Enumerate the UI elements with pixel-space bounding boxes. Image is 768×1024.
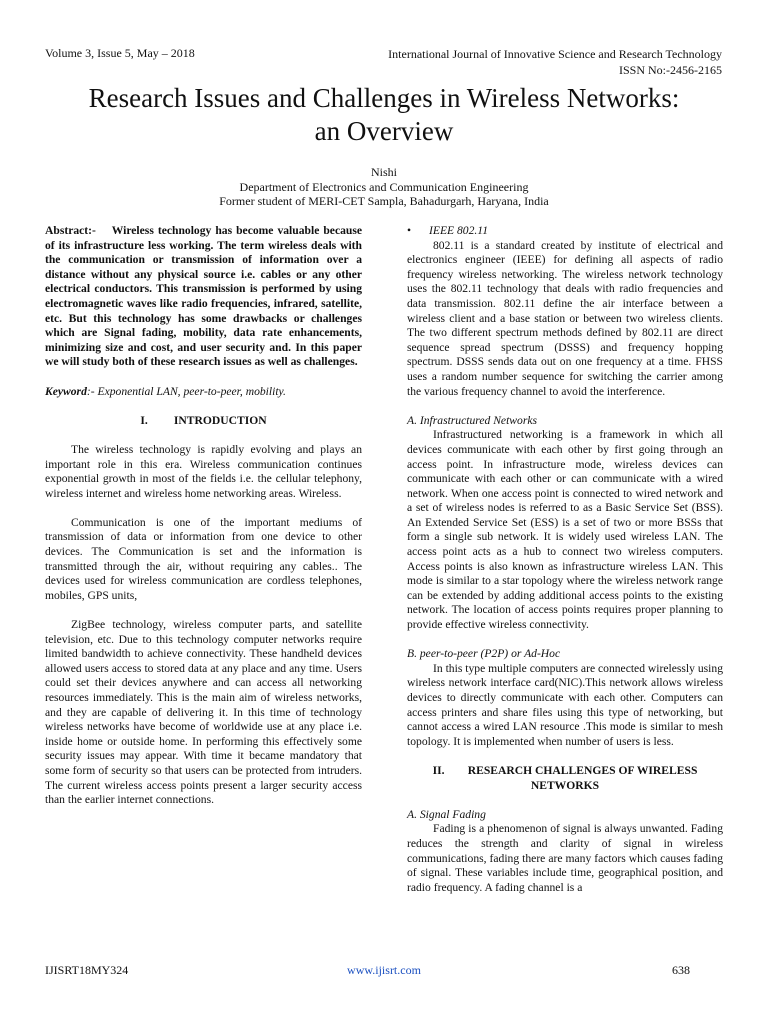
abstract-label: Abstract:-: [45, 224, 96, 237]
keywords: [45, 385, 362, 400]
abstract-text: Wireless technology has become valuable because of its infrastructure less working. The term wireless deals with the communication or transmission of information over a distance without any physical source i.e. cables or any other electrical conductors. This transmission is performed by using electromagnetic waves like radio frequencies, infrared, satellite, etc. But this technology has some drawbacks or challenges which are Signal fading, mobility, data rate enhancements, minimizing size and cost, and user security and. In this paper we will study both of these research issues as well as challenges.: [45, 224, 362, 369]
ieee-heading: [407, 224, 723, 239]
fading-heading: A. Signal Fading: [407, 807, 486, 821]
ieee-paragraph: 802.11 is a standard created by institute of electrical and electronics engineer (IEEE) for defining all aspects of radio frequency wireless networking. The wireless network technology uses the 802.11 technology that deals with radio frequencies and data transmission. 802.11 define the air interface between a wireless client and a base station or between two wireless clients. The two different spectrum methods defined by 802.11 are direct sequence spread spectrum (DSSS) and frequency hopping spectrum. DSSS sends data out on one frequency at a time. FHSS uses a random number sequence for switching the carrier among the various frequency channel to avoid the interference.: [407, 238, 723, 398]
title-line-1: Research Issues and Challenges in Wireless Networks:: [88, 83, 680, 113]
journal-header: [388, 46, 722, 78]
section-number: II.: [432, 763, 445, 777]
footer-paper-id: IJISRT18MY324: [45, 963, 129, 977]
left-column: [45, 224, 362, 808]
issn: ISSN No:-2456-2165: [618, 63, 722, 77]
author-affiliation: Former student of MERI-CET Sampla, Bahadurgarh, Haryana, India: [219, 194, 549, 208]
section-number: I.: [140, 413, 148, 427]
footer-page-number: 638: [672, 963, 690, 977]
keyword-text: :- Exponential LAN, peer-to-peer, mobility.: [86, 384, 286, 398]
volume-issue: Volume 3, Issue 5, May – 2018: [45, 46, 195, 60]
p2p-heading: B. peer-to-peer (P2P) or Ad-Hoc: [407, 647, 561, 661]
intro-paragraph-3: ZigBee technology, wireless computer parts, and satellite television, etc. Due to this technology computer networks require limited bandwidth to achieve connectivity. These handheld devices allowed users access to stored data at any place and any time. Users could set their devices anywhere and can access all networking resources immediately. This is the main aim of wireless networks, and they are capable of delivering it. In this time of technology wireless networks have become of worldwide use at any place i.e. inside home or outside home. In performing this effectively some security issues may appear. With time it became mandatory that some form of security so that users can be protected from intruders. The current wireless access points present a larger security access than the earlier internet connections.: [45, 618, 362, 807]
section-title-line-2: NETWORKS: [530, 778, 600, 792]
ieee-heading-text: IEEE 802.11: [429, 224, 489, 237]
right-column: [407, 224, 723, 895]
journal-name: International Journal of Innovative Science and Research Technology: [388, 47, 722, 61]
bullet-icon: •: [407, 224, 412, 237]
author-department: Department of Electronics and Communication Engineering: [239, 179, 529, 194]
p2p-paragraph: In this type multiple computers are connected wirelessly using wireless network interface card(NIC).This network allows wireless devices to directly communicate with each other. Computers can access printers and share files using this type of networking, but cannot access a wired LAN resource .This mode is similar to mesh topology. It is implemented when number of users is less.: [407, 661, 723, 748]
footer-url-link[interactable]: www.ijisrt.com: [347, 963, 421, 977]
title-line-2: an Overview: [314, 116, 454, 146]
infra-paragraph: Infrastructured networking is a framework in which all devices communicate with each other by first going through an access point. In infrastructure mode, wireless devices can communicate with each other or can communicate with a wired network. When one access point is connected to wired network and a set of wireless nodes is referred to as a Basic Service Set (BSS). An Extended Service Set (ESS) is a set of two or more BSSs that form a single sub network. It is widely used wireless LAN. The access point acts as a hub to connect two wireless computers. Access points is also known as infrastructure wireless LAN. This mode is similar to a star topology where the wireless network range can be extended by adding additional access points to the existing network. The location of access points requires proper planning to provide effective wireless connectivity.: [407, 428, 723, 632]
intro-paragraph-2: Communication is one of the important mediums of transmission of data or information from one device to other devices. The Communication is set and the information is transmitted through the air, without requiring any cables.. The devices used for wireless communication are cordless telephones, mobiles, GPS units,: [45, 515, 362, 602]
section-heading-challenges: [407, 764, 723, 779]
intro-paragraph-1: The wireless technology is rapidly evolving and plays an important role in this era. Wireless communication continues exponential growth in most of the fields i.e. the cellular telephony, wireless internet and wireless home networking areas. Wireless.: [45, 442, 362, 500]
author-name: Nishi: [370, 165, 397, 179]
section-title-line-1: RESEARCH CHALLENGES OF WIRELESS: [467, 763, 698, 777]
abstract: [45, 224, 362, 370]
keyword-label: Keyword: [45, 384, 87, 398]
author-block: [20, 165, 748, 209]
paper-title: [20, 82, 748, 148]
infra-heading: A. Infrastructured Networks: [407, 413, 537, 427]
section-heading-intro: [45, 414, 362, 429]
fading-paragraph: Fading is a phenomenon of signal is always unwanted. Fading reduces the strength and clarity of signal in wireless communications, fading there are many factors which causes fading of signal. These variables include time, geographical position, and radio frequency. A fading channel is a: [407, 822, 723, 894]
section-title: INTRODUCTION: [173, 413, 267, 427]
